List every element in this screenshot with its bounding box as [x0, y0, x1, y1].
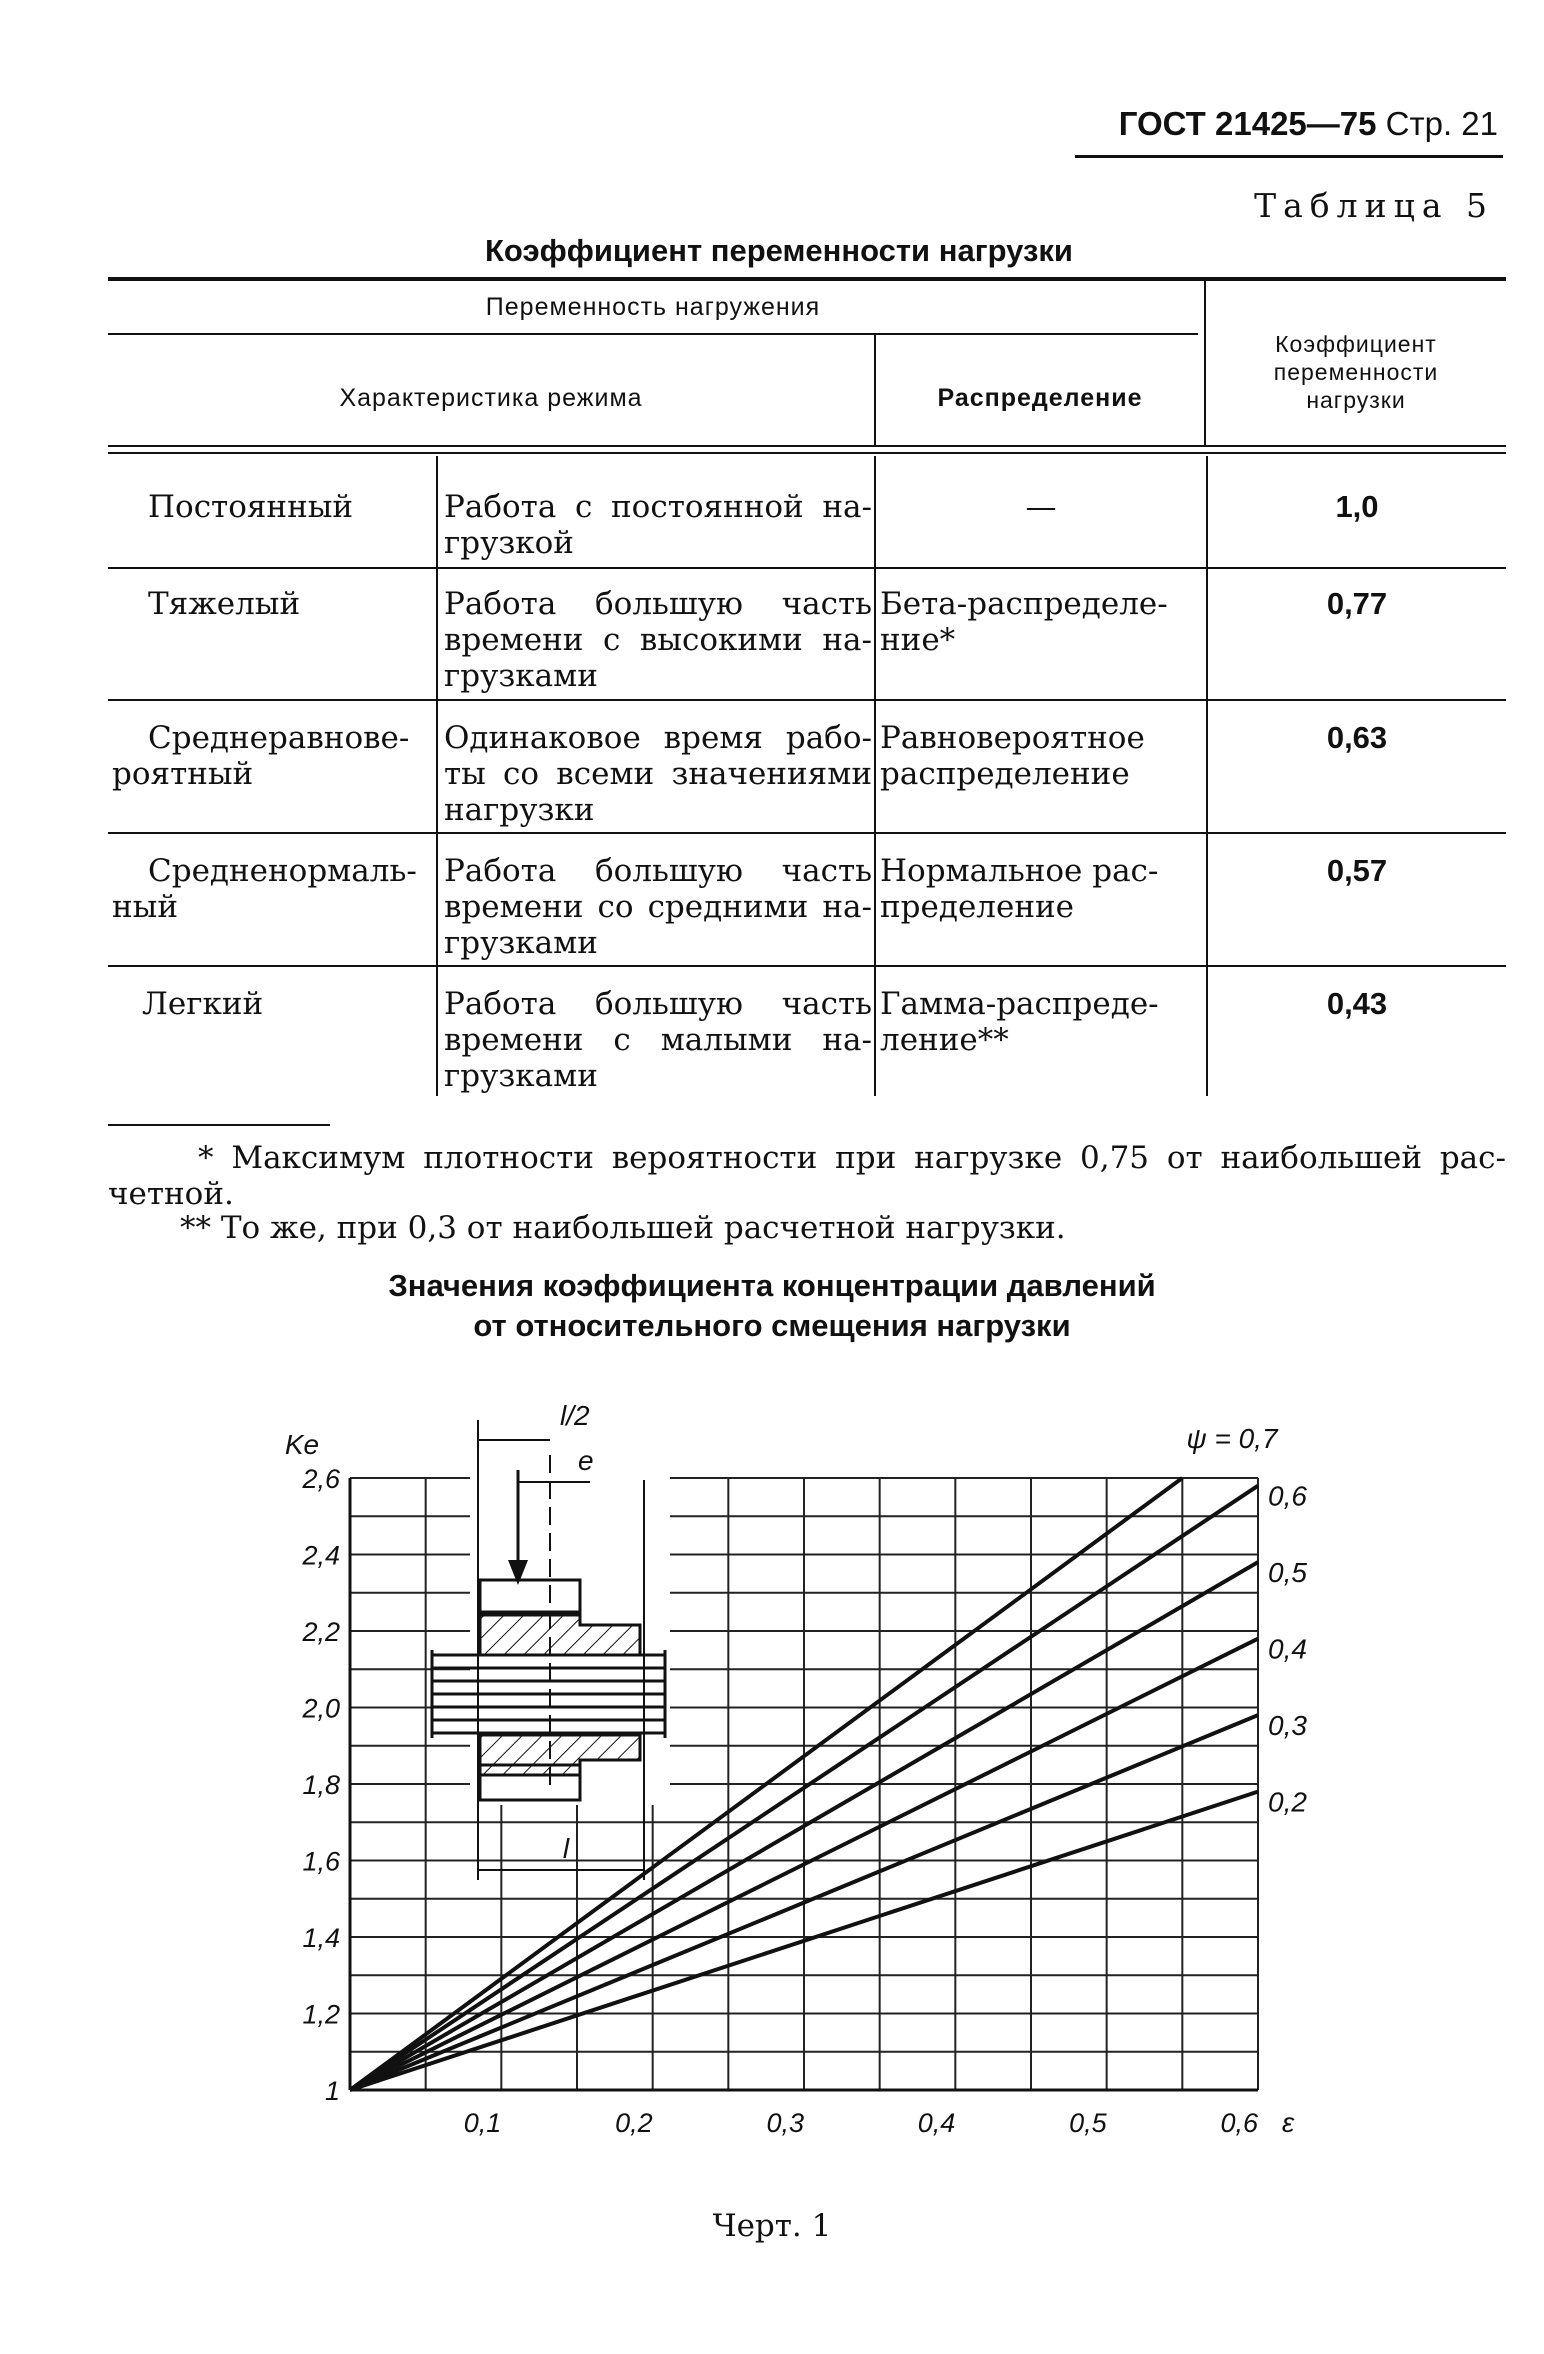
x-tick-label: 0,1 [463, 2108, 502, 2138]
row3-name: Среднеравнове- роятный [112, 720, 410, 792]
row5-name: Легкий [142, 986, 264, 1022]
row2-dist: Бета-распределе- ние* [880, 586, 1168, 658]
y-tick-label: 2,6 [302, 1464, 340, 1494]
x-tick-label: 0,5 [1069, 2108, 1107, 2138]
row5-value: 0,43 [1326, 986, 1388, 1021]
row1-dist: — [1025, 489, 1057, 525]
header-distribution: Распределение [937, 384, 1143, 412]
series-label: ψ = 0,7 [1186, 1423, 1278, 1454]
row3-desc: Одинаковое время рабо- ты со всеми значениями нагрузки [444, 720, 872, 828]
row4-value: 0,57 [1326, 853, 1388, 888]
row1-desc: Работа с постоянной на- грузкой [444, 489, 872, 561]
y-tick-label: 2,0 [302, 1693, 340, 1724]
x-tick-label: 0,4 [917, 2108, 956, 2138]
y-tick-label: 1,2 [302, 1999, 340, 2030]
table-title: Коэффициент переменности нагрузки [485, 233, 1073, 268]
label-half-length: l/2 [560, 1400, 590, 1431]
x-axis-label: ε [1281, 2107, 1295, 2138]
x-tick-label: 0,2 [615, 2108, 653, 2138]
row1-name: Постоянный [148, 489, 354, 525]
y-tick-label: 1,4 [302, 1923, 340, 1953]
y-tick-label: 2,2 [302, 1617, 340, 1647]
x-tick-label: 0,6 [1220, 2108, 1258, 2138]
figure-caption: Черт. 1 [712, 2208, 832, 2244]
row4-desc: Работа большую часть времени со средними на- грузками [444, 853, 872, 961]
header-mode: Характеристика режима [339, 384, 643, 412]
header-group: Переменность нагружения [485, 293, 821, 321]
series-label: 0,2 [1268, 1786, 1307, 1818]
x-tick-label: 0,3 [766, 2108, 804, 2138]
standard-number: ГОСТ 21425—75 [1118, 105, 1377, 142]
header-coef-line3: нагрузки [1306, 387, 1406, 413]
series-label: 0,5 [1268, 1557, 1307, 1589]
series-label: 0,6 [1268, 1480, 1307, 1512]
series-label: 0,3 [1268, 1710, 1307, 1742]
y-axis-label: Kе [284, 1429, 320, 1460]
section-title-line2: от относительного смещения нагрузки [473, 1308, 1071, 1343]
footnote-1: * Максимум плотности вероятности при нагрузке 0,75 от наибольшей рас- четной. [108, 1140, 1506, 1212]
row3-dist: Равновероятное распределение [880, 720, 1145, 792]
y-tick-label: 2,4 [302, 1540, 340, 1571]
row4-name: Средненормаль- ный [112, 853, 417, 925]
y-tick-label: 1 [324, 2076, 340, 2106]
section-title-line1: Значения коэффициента концентрации давлений [388, 1268, 1156, 1303]
row1-value: 1,0 [1335, 489, 1379, 524]
label-offset: e [578, 1445, 594, 1476]
row5-dist: Гамма-распреде- ление** [880, 986, 1159, 1058]
row2-value: 0,77 [1326, 586, 1388, 621]
footnote-2: ** То же, при 0,3 от наибольшей расчетной нагрузки. [180, 1210, 1066, 1246]
row3-value: 0,63 [1326, 720, 1388, 755]
page-number: Стр. 21 [1385, 105, 1498, 142]
series-label: 0,4 [1268, 1633, 1307, 1665]
y-tick-label: 1,6 [302, 1846, 340, 1877]
y-tick-label: 1,8 [302, 1770, 340, 1800]
label-length: l [562, 1833, 570, 1864]
chart-inset [432, 1400, 670, 1880]
row2-name: Тяжелый [148, 586, 301, 622]
hub-top [480, 1580, 580, 1615]
row2-desc: Работа большую часть времени с высокими на- грузками [444, 586, 872, 694]
row4-dist: Нормальное рас- пределение [880, 853, 1159, 925]
table-label: Таблица 5 [1254, 186, 1494, 225]
header-coef-line2: переменности [1273, 359, 1439, 385]
header-coef-line1: Коэффициент [1275, 331, 1437, 357]
row5-desc: Работа большую часть времени с малыми на- грузками [444, 986, 872, 1094]
